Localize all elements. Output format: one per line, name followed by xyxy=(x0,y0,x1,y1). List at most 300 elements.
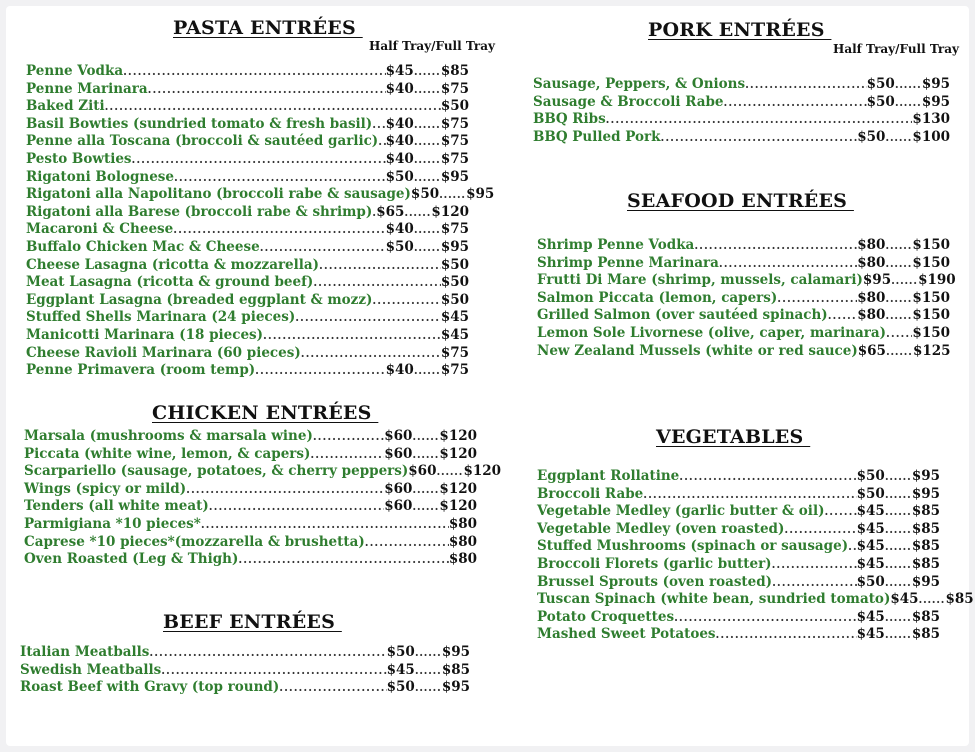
price-separator-dots xyxy=(412,428,439,446)
full-tray-price: $120 xyxy=(439,498,477,515)
vegetables-section-title: VEGETABLES xyxy=(656,426,811,448)
dot-leader xyxy=(365,534,449,552)
half-tray-price: $50 xyxy=(857,128,886,145)
menu-item-name: Shrimp Penne Vodka xyxy=(537,237,695,253)
menu-item-row xyxy=(20,662,470,680)
dot-leader xyxy=(209,498,384,516)
price-separator-dots xyxy=(414,169,441,187)
full-tray-price: $95 xyxy=(441,679,470,696)
price-separator-dots xyxy=(895,94,922,112)
dot-leader xyxy=(149,644,386,662)
menu-item-row xyxy=(533,129,950,147)
price-separator-dots xyxy=(885,538,912,556)
dot-leader xyxy=(105,98,441,116)
dot-leader xyxy=(319,257,441,275)
full-tray-price: $85 xyxy=(911,556,940,572)
pork-section-title: PORK ENTRÉES xyxy=(648,19,832,41)
price-separator-dots xyxy=(885,129,912,147)
menu-item-name: Scarpariello (sausage, potatoes, & cherry peppers) xyxy=(24,463,409,480)
menu-item-prices xyxy=(384,481,477,499)
menu-item-name: Sausage, Peppers, & Onions xyxy=(533,76,746,92)
menu-item-row xyxy=(24,446,477,464)
menu-item-name: Vegetable Medley (garlic butter & oil) xyxy=(537,503,825,520)
menu-item-name: Eggplant Rollatine xyxy=(537,468,680,484)
menu-item-prices xyxy=(857,503,940,521)
price-separator-dots xyxy=(415,679,442,697)
menu-item-row xyxy=(537,503,940,521)
half-tray-price: $45 xyxy=(385,63,414,79)
full-tray-price: $80 xyxy=(448,516,477,532)
menu-item-name: Brussel Sprouts (oven roasted) xyxy=(537,573,773,590)
menu-item-row xyxy=(537,343,950,361)
half-tray-price: $40 xyxy=(385,115,414,132)
menu-item-prices xyxy=(386,63,469,81)
menu-item-prices xyxy=(386,239,469,257)
price-separator-dots xyxy=(885,609,912,627)
half-tray-price: $80 xyxy=(857,289,886,306)
price-separator-dots xyxy=(895,76,922,94)
half-tray-price: $50 xyxy=(866,76,895,92)
half-tray-price: $50 xyxy=(866,93,895,110)
menu-item-prices xyxy=(384,498,477,516)
dot-leader xyxy=(716,626,857,644)
dot-leader xyxy=(260,239,386,257)
price-separator-dots xyxy=(885,574,912,592)
menu-item-row xyxy=(537,486,940,504)
dot-leader xyxy=(123,63,386,81)
menu-item-prices xyxy=(857,129,950,147)
menu-item-name: Macaroni & Cheese xyxy=(26,221,174,238)
full-tray-price: $120 xyxy=(463,463,502,480)
full-tray-price: $85 xyxy=(911,503,940,520)
full-tray-price: $45 xyxy=(440,309,469,326)
menu-item-name: Stuffed Mushrooms (spinach or sausage) xyxy=(537,538,849,555)
half-tray-price: $45 xyxy=(856,608,885,625)
price-separator-dots xyxy=(891,272,918,290)
menu-item-prices xyxy=(386,221,469,239)
dot-leader xyxy=(238,551,448,569)
menu-item-name: Tenders (all white meat) xyxy=(24,498,209,515)
full-tray-price: $75 xyxy=(440,115,469,132)
full-tray-price: $85 xyxy=(441,661,470,678)
price-separator-dots xyxy=(414,81,441,99)
half-tray-price: $40 xyxy=(385,133,414,150)
beef-section-title: BEEF ENTRÉES xyxy=(163,611,342,633)
menu-item-row xyxy=(26,169,469,187)
price-separator-dots xyxy=(412,498,439,516)
menu-item-name: Frutti Di Mare (shrimp, mussels, calamari) xyxy=(537,272,863,289)
price-separator-dots xyxy=(885,626,912,644)
full-tray-price: $150 xyxy=(912,289,950,306)
menu-item-name: Tuscan Spinach (white bean, sundried tomato) xyxy=(537,591,891,608)
full-tray-price: $95 xyxy=(911,573,940,590)
price-separator-dots xyxy=(414,151,441,169)
menu-item-name: Penne Primavera (room temp) xyxy=(26,362,256,379)
menu-item-row xyxy=(533,94,950,112)
dot-leader xyxy=(378,133,385,151)
menu-item-name: BBQ Ribs xyxy=(533,111,606,128)
menu-item-row xyxy=(533,76,950,94)
dot-leader xyxy=(148,81,386,99)
full-tray-price: $85 xyxy=(911,520,940,537)
full-tray-price: $85 xyxy=(911,608,940,625)
menu-item-row xyxy=(26,151,469,169)
half-tray-price: $60 xyxy=(384,498,413,515)
half-tray-price: $50 xyxy=(856,485,885,502)
dot-leader xyxy=(372,292,440,310)
half-tray-price: $50 xyxy=(440,98,469,115)
half-tray-price: $50 xyxy=(856,468,885,484)
pasta-section-title: PASTA ENTRÉES xyxy=(173,17,363,39)
half-tray-price: $45 xyxy=(856,556,885,572)
menu-item-row xyxy=(537,307,950,325)
dot-leader xyxy=(724,94,867,112)
price-separator-dots xyxy=(404,204,431,222)
menu-item-prices xyxy=(912,325,950,343)
menu-item-row xyxy=(26,204,469,222)
full-tray-price: $95 xyxy=(911,485,940,502)
dot-leader xyxy=(694,237,857,255)
full-tray-price: $95 xyxy=(911,468,940,484)
menu-item-row xyxy=(537,574,940,592)
price-separator-dots xyxy=(886,343,913,361)
half-tray-price: $65 xyxy=(376,203,405,220)
half-tray-price: $45 xyxy=(856,503,885,520)
menu-item-prices xyxy=(857,609,940,627)
dot-leader xyxy=(674,609,857,627)
menu-item-name: BBQ Pulled Pork xyxy=(533,128,661,145)
half-tray-price: $50 xyxy=(386,679,415,696)
dot-leader xyxy=(295,309,441,327)
full-tray-price: $75 xyxy=(440,221,469,238)
menu-item-row xyxy=(24,534,477,552)
menu-item-prices xyxy=(387,644,470,662)
menu-item-name: Swedish Meatballs xyxy=(20,661,162,678)
menu-item-prices xyxy=(441,257,469,275)
price-separator-dots xyxy=(414,133,441,151)
menu-item-prices xyxy=(867,76,950,94)
menu-item-name: Marsala (mushrooms & marsala wine) xyxy=(24,428,313,444)
menu-item-name: Eggplant Lasagna (breaded eggplant & mozz) xyxy=(26,291,373,308)
half-tray-price: $40 xyxy=(385,221,414,238)
menu-item-name: Rigatoni alla Napolitano (broccoli rabe & sausage) xyxy=(26,186,411,203)
menu-item-prices xyxy=(441,98,469,116)
full-tray-price: $95 xyxy=(440,168,469,185)
menu-item-name: Basil Bowties (sundried tomato & fresh basil) xyxy=(26,115,373,132)
menu-item-name: Salmon Piccata (lemon, capers) xyxy=(537,289,778,306)
menu-item-name: Mashed Sweet Potatoes xyxy=(537,626,716,643)
price-separator-dots xyxy=(885,486,912,504)
menu-item-prices xyxy=(441,274,469,292)
menu-item-prices xyxy=(890,591,973,609)
full-tray-price: $75 xyxy=(440,80,469,97)
half-tray-price: $45 xyxy=(856,520,885,537)
menu-item-row xyxy=(26,63,469,81)
menu-item-name: Buffalo Chicken Mac & Cheese xyxy=(26,239,260,255)
price-separator-dots xyxy=(436,463,463,481)
full-tray-price: $120 xyxy=(431,203,469,220)
price-separator-dots xyxy=(885,255,912,273)
half-tray-price: $50 xyxy=(440,291,469,308)
dot-leader xyxy=(661,129,858,147)
half-tray-price: $40 xyxy=(385,151,414,167)
price-separator-dots xyxy=(885,521,912,539)
half-tray-price: $65 xyxy=(857,342,886,359)
menu-item-row xyxy=(537,272,956,290)
half-tray-price: $45 xyxy=(386,661,415,678)
half-tray-price: $40 xyxy=(385,80,414,97)
menu-item-prices xyxy=(863,272,956,290)
dot-leader xyxy=(313,428,384,446)
menu-item-name: Caprese *10 pieces*(mozzarella & brushetta) xyxy=(24,533,365,550)
dot-leader xyxy=(174,169,386,187)
menu-item-row xyxy=(537,521,940,539)
price-separator-dots xyxy=(885,556,912,574)
price-separator-dots xyxy=(412,481,439,499)
pork-price-header: Half Tray/Full Tray xyxy=(833,42,959,56)
menu-item-name: New Zealand Mussels (white or red sauce) xyxy=(537,342,858,359)
menu-item-row xyxy=(537,556,940,574)
price-separator-dots xyxy=(415,644,442,662)
menu-item-name: Italian Meatballs xyxy=(20,644,150,660)
menu-item-prices xyxy=(857,307,950,325)
menu-item-name: Rigatoni alla Barese (broccoli rabe & shrimp) xyxy=(26,203,373,220)
half-tray-price: $50 xyxy=(440,274,469,291)
menu-item-name: Meat Lasagna (ricotta & ground beef) xyxy=(26,274,314,291)
menu-item-prices xyxy=(384,446,477,464)
full-tray-price: $150 xyxy=(912,254,950,271)
dot-leader xyxy=(828,307,858,325)
dot-leader xyxy=(173,221,385,239)
menu-item-row xyxy=(537,609,940,627)
price-separator-dots xyxy=(439,186,466,204)
full-tray-price: $95 xyxy=(921,93,950,110)
full-tray-price: $100 xyxy=(912,128,950,145)
menu-item-prices xyxy=(386,151,469,169)
dot-leader xyxy=(886,325,912,343)
menu-item-row xyxy=(24,551,477,569)
half-tray-price: $60 xyxy=(384,445,413,462)
price-separator-dots xyxy=(885,307,912,325)
menu-item-name: Broccoli Florets (garlic butter) xyxy=(537,556,772,572)
menu-item-name: Cheese Ravioli Marinara (60 pieces) xyxy=(26,344,301,361)
menu-item-prices xyxy=(441,309,469,327)
half-tray-price: $95 xyxy=(862,272,892,289)
menu-item-row xyxy=(26,239,469,257)
menu-item-name: Penne Marinara xyxy=(26,80,148,97)
menu-item-name: Rigatoni Bolognese xyxy=(26,168,174,185)
price-separator-dots xyxy=(885,468,912,486)
menu-item-row xyxy=(537,290,950,308)
menu-item-row xyxy=(24,516,477,534)
full-tray-price: $75 xyxy=(440,344,469,361)
half-tray-price: $50 xyxy=(385,239,414,255)
price-separator-dots xyxy=(414,221,441,239)
menu-item-name: Roast Beef with Gravy (top round) xyxy=(20,679,280,696)
menu-page xyxy=(6,6,974,746)
menu-item-prices xyxy=(857,556,940,574)
menu-item-row xyxy=(24,428,477,446)
menu-item-name: Parmigiana *10 pieces* xyxy=(24,516,201,532)
full-tray-price: $120 xyxy=(439,428,477,444)
menu-item-prices xyxy=(386,116,469,134)
pasta-price-header: Half Tray/Full Tray xyxy=(369,39,495,53)
menu-item-row xyxy=(537,237,950,255)
half-tray-price: $60 xyxy=(408,463,437,480)
dot-leader xyxy=(161,662,386,680)
menu-item-row xyxy=(537,538,940,556)
menu-item-prices xyxy=(386,81,469,99)
menu-item-prices xyxy=(857,237,950,255)
menu-item-name: Potato Croquettes xyxy=(537,608,675,625)
dot-leader xyxy=(201,516,449,534)
menu-item-prices xyxy=(411,186,494,204)
price-separator-dots xyxy=(414,63,441,81)
menu-item-row xyxy=(26,98,469,116)
half-tray-price: $50 xyxy=(410,186,440,203)
menu-item-prices xyxy=(449,534,477,552)
price-separator-dots xyxy=(412,446,439,464)
menu-item-row xyxy=(26,309,469,327)
menu-item-name: Cheese Lasagna (ricotta & mozzarella) xyxy=(26,256,320,273)
menu-item-name: Vegetable Medley (oven roasted) xyxy=(537,520,785,537)
menu-item-name: Baked Ziti xyxy=(26,98,105,115)
half-tray-price: $45 xyxy=(856,538,885,555)
menu-item-row xyxy=(20,644,470,662)
menu-item-row xyxy=(533,111,950,129)
menu-item-prices xyxy=(441,292,469,310)
dot-leader xyxy=(255,362,385,380)
full-tray-price: $95 xyxy=(921,76,950,92)
menu-item-prices xyxy=(912,111,950,129)
price-separator-dots xyxy=(415,662,442,680)
menu-item-row xyxy=(537,591,974,609)
half-tray-price: $60 xyxy=(384,428,413,444)
menu-item-row xyxy=(537,255,950,273)
full-tray-price: $150 xyxy=(912,307,950,324)
menu-item-row xyxy=(26,186,495,204)
dot-leader xyxy=(263,327,441,345)
full-tray-price: $120 xyxy=(439,445,477,462)
menu-item-row xyxy=(24,463,502,481)
full-tray-price: $45 xyxy=(440,327,469,343)
dot-leader xyxy=(643,486,856,504)
menu-item-prices xyxy=(857,626,940,644)
menu-item-name: Grilled Salmon (over sautéed spinach) xyxy=(537,307,828,324)
full-tray-price: $75 xyxy=(440,133,469,150)
menu-item-row xyxy=(26,116,469,134)
menu-item-prices xyxy=(408,463,501,481)
menu-item-name: Wings (spicy or mild) xyxy=(24,480,187,497)
menu-item-prices xyxy=(441,345,469,363)
menu-item-row xyxy=(26,292,469,310)
menu-item-name: Piccata (white wine, lemon, & capers) xyxy=(24,445,311,462)
half-tray-price: $50 xyxy=(440,256,469,273)
full-tray-price: $150 xyxy=(912,325,950,341)
seafood-section-title: SEAFOOD ENTRÉES xyxy=(627,190,854,212)
full-tray-price: $75 xyxy=(440,151,469,167)
menu-item-name: Stuffed Shells Marinara (24 pieces) xyxy=(26,309,296,326)
menu-item-row xyxy=(26,221,469,239)
dot-leader xyxy=(777,290,857,308)
dot-leader xyxy=(372,116,385,134)
menu-item-prices xyxy=(857,574,940,592)
half-tray-price: $50 xyxy=(386,644,415,660)
menu-item-row xyxy=(26,327,469,345)
menu-item-row xyxy=(24,481,477,499)
full-tray-price: $190 xyxy=(918,272,956,289)
menu-item-row xyxy=(26,257,469,275)
menu-item-prices xyxy=(867,94,950,112)
price-separator-dots xyxy=(414,239,441,257)
menu-item-row xyxy=(24,498,477,516)
dot-leader xyxy=(745,76,867,94)
half-tray-price: $80 xyxy=(857,307,886,324)
menu-item-name: Manicotti Marinara (18 pieces) xyxy=(26,327,264,343)
dot-leader xyxy=(772,574,857,592)
dot-leader xyxy=(310,446,384,464)
menu-item-prices xyxy=(387,662,470,680)
half-tray-price: $80 xyxy=(857,254,886,271)
menu-item-name: Pesto Bowties xyxy=(26,151,132,167)
menu-item-name: Oven Roasted (Leg & Thigh) xyxy=(24,551,239,568)
price-separator-dots xyxy=(919,591,946,609)
dot-leader xyxy=(719,255,857,273)
menu-item-prices xyxy=(449,516,477,534)
menu-item-name: Broccoli Rabe xyxy=(537,485,644,502)
dot-leader xyxy=(186,481,384,499)
menu-item-row xyxy=(26,362,469,380)
menu-item-row xyxy=(537,626,940,644)
menu-item-prices xyxy=(858,343,951,361)
menu-item-row xyxy=(26,81,469,99)
dot-leader xyxy=(301,345,441,363)
menu-item-name: Sausage & Broccoli Rabe xyxy=(533,93,724,110)
price-separator-dots xyxy=(414,116,441,134)
half-tray-price: $60 xyxy=(384,480,413,497)
dot-leader xyxy=(772,556,857,574)
menu-item-prices xyxy=(386,169,469,187)
menu-item-prices xyxy=(376,204,469,222)
half-tray-price: $50 xyxy=(856,573,885,590)
dot-leader xyxy=(824,503,856,521)
menu-item-prices xyxy=(386,133,469,151)
menu-item-prices xyxy=(857,521,940,539)
half-tray-price: $40 xyxy=(385,362,414,379)
dot-leader xyxy=(784,521,856,539)
full-tray-price: $80 xyxy=(448,533,477,550)
menu-item-prices xyxy=(857,290,950,308)
full-tray-price: $125 xyxy=(912,342,951,359)
chicken-section-title: CHICKEN ENTRÉES xyxy=(152,402,379,424)
dot-leader xyxy=(279,679,386,697)
dot-leader xyxy=(848,538,857,556)
full-tray-price: $95 xyxy=(440,239,469,255)
menu-item-row xyxy=(26,133,469,151)
menu-item-prices xyxy=(857,255,950,273)
dot-leader xyxy=(606,111,913,129)
full-tray-price: $130 xyxy=(912,111,950,128)
full-tray-price: $120 xyxy=(439,480,477,497)
price-separator-dots xyxy=(414,362,441,380)
full-tray-price: $75 xyxy=(440,362,469,379)
dot-leader xyxy=(313,274,441,292)
full-tray-price: $85 xyxy=(911,626,940,643)
menu-item-prices xyxy=(857,538,940,556)
menu-item-prices xyxy=(449,551,477,569)
full-tray-price: $85 xyxy=(945,591,974,608)
price-separator-dots xyxy=(885,503,912,521)
